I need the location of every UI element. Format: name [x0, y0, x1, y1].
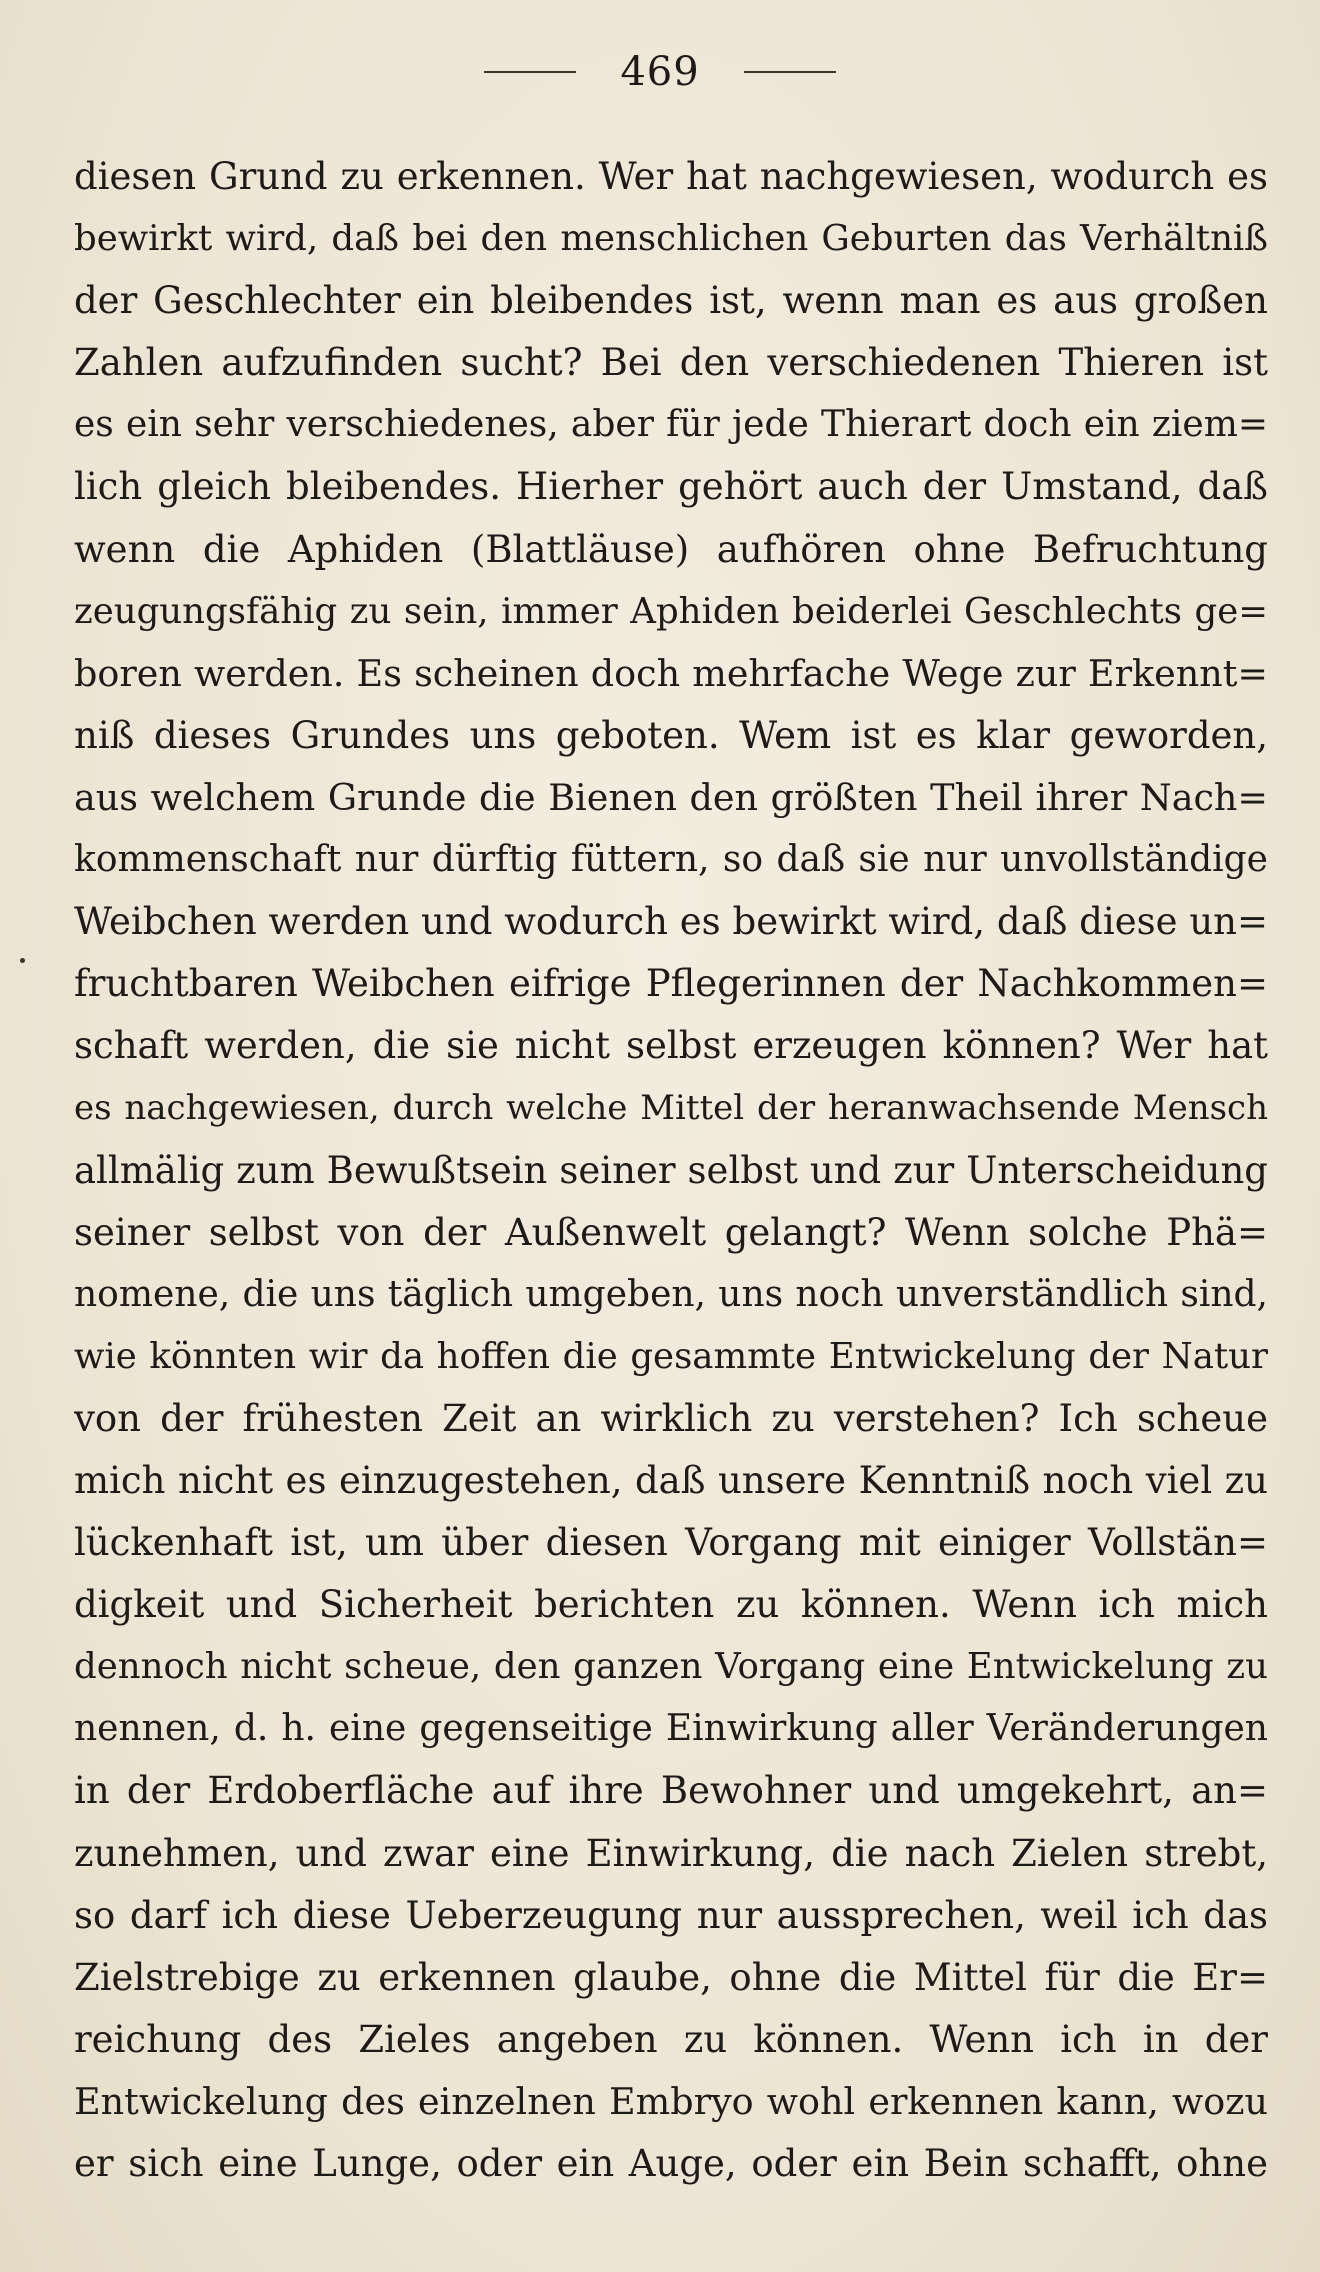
text-line: diesen Grund zu erkennen. Wer hat nachgewiesen, wodurch es: [74, 155, 1268, 198]
text-line: reichung des Zieles angeben zu können. Wenn ich in der: [74, 2017, 1268, 2061]
text-line: schaft werden, die sie nicht selbst erzeugen können? Wer hat: [74, 1024, 1268, 1068]
text-line: seiner selbst von der Außenwelt gelangt? Wenn solche Phä=: [74, 1210, 1268, 1254]
text-line: nomene, die uns täglich umgeben, uns noch unverständlich sind,: [74, 1273, 1268, 1315]
text-line: mich nicht es einzugestehen, daß unsere Kenntniß noch viel zu: [74, 1458, 1268, 1502]
text-line: dennoch nicht scheue, den ganzen Vorgang eine Entwickelung zu: [74, 1646, 1268, 1688]
text-line: es ein sehr verschiedenes, aber für jede Thierart doch ein ziem=: [74, 404, 1268, 446]
text-line: Zielstrebige zu erkennen glaube, ohne die Mittel für die Er=: [74, 1955, 1268, 1999]
text-line: nennen, d. h. eine gegenseitige Einwirkung aller Veränderungen: [74, 1708, 1268, 1750]
text-line: allmälig zum Bewußtsein seiner selbst und zur Unterscheidung: [74, 1148, 1268, 1192]
text-line: fruchtbaren Weibchen eifrige Pflegerinnen der Nachkommen=: [74, 962, 1268, 1006]
text-line: zeugungsfähig zu sein, immer Aphiden beiderlei Geschlechts ge=: [74, 590, 1268, 632]
header-rule-left: [484, 71, 576, 73]
body-text: [74, 146, 1268, 2195]
text-line: boren werden. Es scheinen doch mehrfache Wege zur Erkennt=: [74, 651, 1268, 695]
text-line: in der Erdoberfläche auf ihre Bewohner und umgekehrt, an=: [74, 1769, 1268, 1813]
text-line: wenn die Aphiden (Blattläuse) aufhören ohne Befruchtung: [74, 527, 1268, 571]
text-line: aus welchem Grunde die Bienen den größten Theil ihrer Nach=: [74, 775, 1268, 819]
text-line: lückenhaft ist, um über diesen Vorgang mit einiger Vollstän=: [74, 1521, 1268, 1565]
ink-speck: [20, 958, 25, 963]
page-number: 469: [620, 49, 700, 95]
text-line: so darf ich diese Ueberzeugung nur aussprechen, weil ich das: [74, 1893, 1268, 1937]
text-line: es nachgewiesen, durch welche Mittel der heranwachsende Mensch: [74, 1088, 1268, 1129]
text-line: lich gleich bleibendes. Hierher gehört auch der Umstand, daß: [74, 465, 1268, 509]
text-line: Entwickelung des einzelnen Embryo wohl erkennen kann, wozu: [74, 2079, 1268, 2123]
text-line: er sich eine Lunge, oder ein Auge, oder ein Bein schafft, ohne: [74, 2142, 1268, 2185]
header-rule-right: [744, 71, 836, 73]
text-line: Weibchen werden und wodurch es bewirkt wird, daß diese un=: [74, 900, 1268, 944]
text-line: niß dieses Grundes uns geboten. Wem ist es klar geworden,: [74, 713, 1268, 757]
text-line: digkeit und Sicherheit berichten zu können. Wenn ich mich: [74, 1583, 1268, 1627]
text-line: Zahlen aufzufinden sucht? Bei den verschiedenen Thieren ist: [74, 341, 1268, 385]
text-line: bewirkt wird, daß bei den menschlichen Geburten das Verhältniß: [74, 218, 1268, 260]
text-line: zunehmen, und zwar eine Einwirkung, die nach Zielen strebt,: [74, 1831, 1268, 1875]
text-line: der Geschlechter ein bleibendes ist, wenn man es aus großen: [74, 279, 1268, 323]
text-line: kommenschaft nur dürftig füttern, so daß sie nur unvollständige: [74, 839, 1268, 881]
text-line: von der frühesten Zeit an wirklich zu verstehen? Ich scheue: [74, 1396, 1268, 1440]
text-line: wie könnten wir da hoffen die gesammte Entwickelung der Natur: [74, 1335, 1268, 1377]
page-header: [0, 42, 1320, 102]
